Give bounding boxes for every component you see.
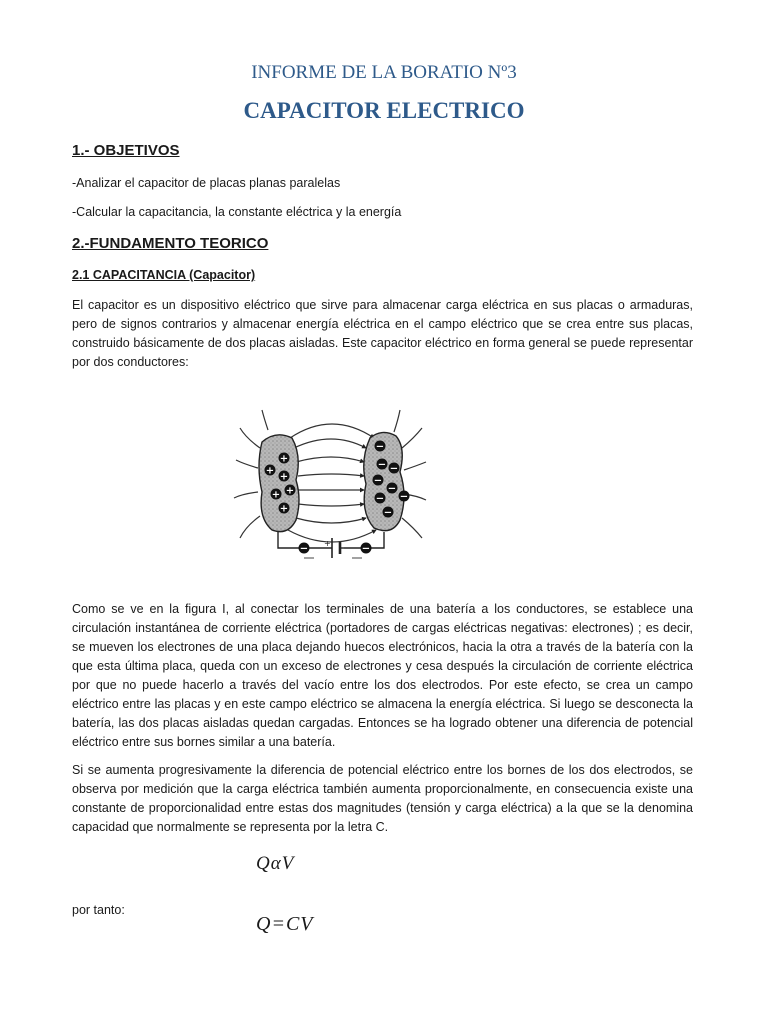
plus-charge-icon	[279, 471, 290, 483]
svg-text:+: +	[285, 485, 295, 497]
subsection-heading-capacitancia: 2.1 CAPACITANCIA (Capacitor)	[72, 268, 256, 282]
svg-text:+: +	[279, 453, 289, 465]
wire-electron-icon	[361, 543, 372, 555]
svg-text:+: +	[271, 489, 281, 501]
svg-text:−: −	[387, 483, 397, 495]
plus-charge-icon	[285, 485, 296, 497]
svg-text:−: −	[383, 507, 393, 519]
section-heading-fundamento: 2.-FUNDAMENTO TEORICO	[72, 235, 269, 252]
svg-text:+: +	[279, 503, 289, 515]
paragraph-1: El capacitor es un dispositivo eléctrico que sirve para almacenar carga eléctrica en sus placas o armaduras, pero de signos contrarios y almacenar energía eléctrica en el campo eléctrico que se crea entre sus placas, construido básicamente de dos placas aisladas. Este capacitor eléctrico en forma general se puede representar por dos conductores:	[72, 298, 693, 369]
svg-text:−: −	[375, 441, 385, 453]
plus-charge-icon	[279, 453, 290, 465]
por-tanto-label: por tanto:	[72, 903, 125, 917]
minus-charge-icon	[387, 483, 398, 495]
wire-electron-icon	[299, 543, 310, 555]
paragraph-2: Como se ve en la figura I, al conectar los terminales de una batería a los conductores, se establece una circulación instantánea de corriente eléctrica (portadores de cargas eléctricas negativas: electrones) ; es decir, se mueven los electrones de una placa dejando huecos electrónicos, hacia la otra a través de la batería con la que esta última placa, queda con un exceso de electrones y cesa después la circulación de corriente eléctrica por que no puede hacerlo a través del vacío entre los dos electrodos. Por este efecto, se crea un campo eléctrico entre las placas y en este campo eléctrico se almacena la energía eléctrica. Si luego se desconecta la batería, las dos placas aisladas quedan cargadas. Entonces se ha logrado obtener una diferencia de potencial eléctrico entre sus bornes similar a una batería.	[72, 602, 693, 749]
wire-electrons	[299, 543, 372, 555]
capacitor-figure	[232, 408, 428, 570]
minus-charge-icon	[373, 475, 384, 487]
svg-text:−: −	[375, 493, 385, 505]
svg-text:−: −	[399, 491, 409, 503]
svg-text:−: −	[377, 459, 387, 471]
svg-text:−: −	[299, 543, 309, 555]
report-subtitle: CAPACITOR ELECTRICO	[243, 98, 525, 123]
formula-proportional: QαV	[256, 853, 295, 874]
left-conductor	[259, 435, 299, 532]
battery-plus-label: +	[324, 539, 331, 548]
plus-charge-icon	[265, 465, 276, 477]
plus-charge-icon	[279, 503, 290, 515]
plus-charge-icon	[271, 489, 282, 501]
minus-charge-icon	[375, 493, 386, 505]
minus-charge-icon	[389, 463, 400, 475]
minus-charge-icon	[375, 441, 386, 453]
report-title: INFORME DE LA BORATIO Nº3	[251, 62, 517, 83]
svg-text:+: +	[265, 465, 275, 477]
minus-charge-icon	[399, 491, 410, 503]
minus-charge-icon	[377, 459, 388, 471]
svg-text:+: +	[279, 471, 289, 483]
section-heading-objectives: 1.- OBJETIVOS	[72, 142, 180, 159]
objective-item-1: -Analizar el capacitor de placas planas paralelas	[72, 176, 341, 190]
svg-text:−: −	[361, 543, 371, 555]
paragraph-3: Si se aumenta progresivamente la diferencia de potencial eléctrico entre los bornes de los dos electrodos, se observa por medición que la carga eléctrica también aumenta proporcionalmente, en consecuencia existe una constante de proporcionalidad entre estas dos magnitudes (tensión y carga eléctrica) a la que se la denomina capacidad que normalmente se representa por la letra C.	[72, 763, 693, 834]
svg-text:−: −	[389, 463, 399, 475]
formula-capacitance: Q=CV	[256, 913, 314, 935]
minus-charge-icon	[383, 507, 394, 519]
svg-text:−: −	[373, 475, 383, 487]
objective-item-2: -Calcular la capacitancia, la constante eléctrica y la energía	[72, 205, 402, 219]
